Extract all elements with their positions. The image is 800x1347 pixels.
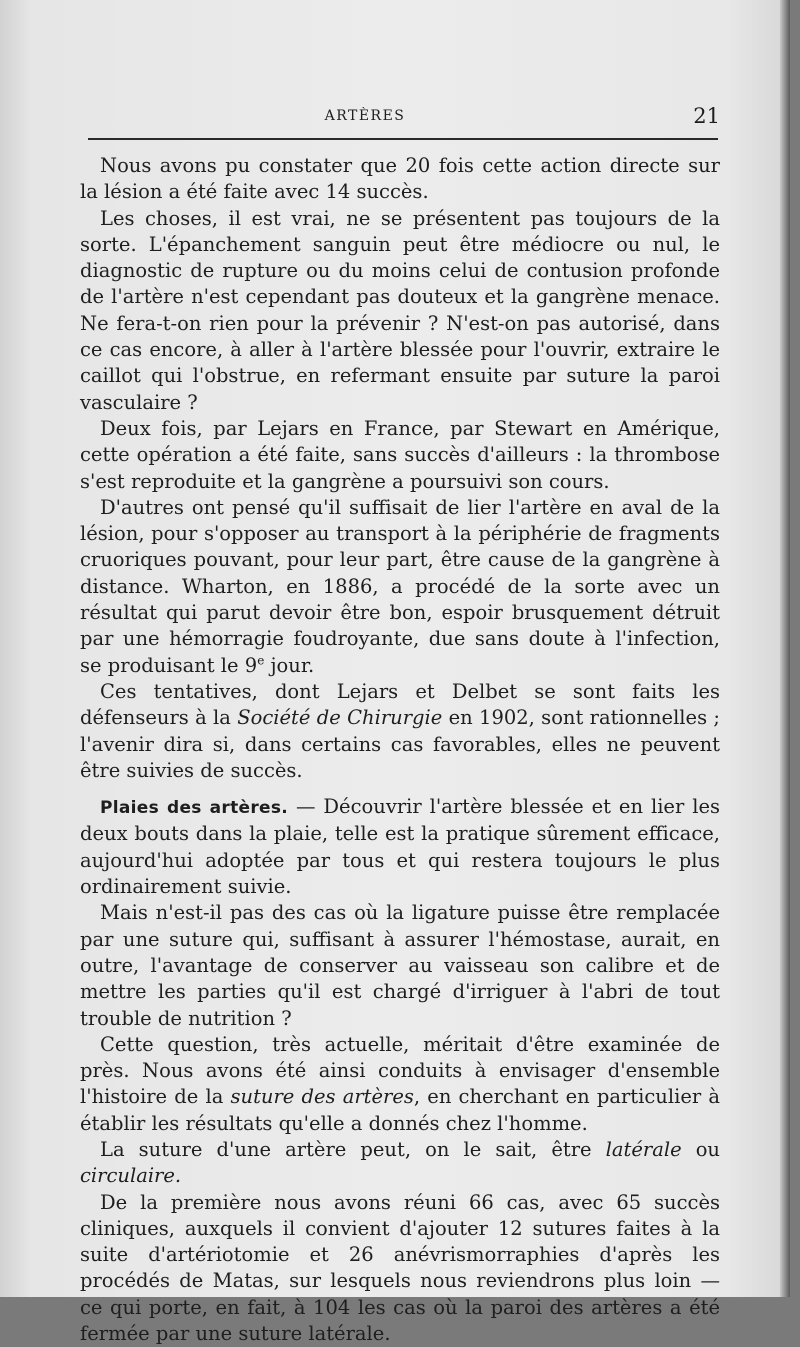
body-text (80, 153, 720, 1347)
page-edge-shadow (780, 0, 790, 1297)
paragraph-6-text: — Découvrir l'artère blessée et en lier les deux bouts dans la plaie, telle est la pratique sûrement efficace, aujourd'hui adoptée par tous et qui restera toujours le plus ordinairement suivie. (80, 795, 721, 899)
page-number: 21 (693, 104, 720, 128)
header-rule (88, 138, 718, 140)
paragraph-5-text: Ces tentatives, dont Lejars et Delbet se sont faits les défenseurs à la (80, 679, 720, 730)
paragraph-8 (80, 1032, 720, 1137)
paragraph-8-end: , en cherchant en particulier à établir les résultats qu'elle a donnés chez l'homme. (80, 1085, 720, 1135)
paragraph-3: Deux fois, par Lejars en France, par Stewart en Amérique, cette opération a été faite, sans succès d'ailleurs : la thrombose s'est reproduite et la gangrène a poursuivi son cours. (80, 416, 720, 493)
paragraph-9 (80, 1137, 720, 1190)
paragraph-4-end: jour. (264, 653, 315, 677)
italic-suture-term: suture des artères (230, 1085, 414, 1109)
italic-circulaire: circulaire. (80, 1164, 182, 1188)
paragraph-10: De la première nous avons réuni 66 cas, avec 65 succès cliniques, auxquels il convient d'ajouter 12 sutures faites à la suite d'artériotomie et 26 anévrismorraphies d'après les procédés de Matas, sur lesquels nous reviendrons plus loin — ce qui porte, en fait, à 104 les cas où la paroi des artères a été fermée par une suture latérale. (80, 1190, 720, 1346)
page-header (85, 104, 720, 134)
paragraph-9-middle: ou (681, 1137, 720, 1161)
italic-laterale: latérale (605, 1137, 682, 1161)
ordinal-superscript: e (257, 653, 265, 668)
paragraph-2: Les choses, il est vrai, ne se présentent pas toujours de la sorte. L'épanchement sanguin peut être médiocre ou nul, le diagnostic de rupture ou du moins celui de contusion profonde de l'artère n'est cependant pas douteux et la gangrène menace. Ne fera-t-on rien pour la prévenir ? N'est-on pas autorisé, dans ce cas encore, à aller à l'artère blessée pour l'ouvrir, extraire le caillot qui l'obstrue, en refermant ensuite par suture la paroi vasculaire ? (80, 206, 720, 414)
section-title: Plaies des artères. (100, 798, 289, 819)
running-title: ARTÈRES (324, 108, 406, 124)
paragraph-5-end: en 1902, sont rationnelles ; l'avenir dira si, dans certains cas favorables, elles ne peuvent être suivies de succès. (80, 706, 720, 782)
paragraph-5 (80, 679, 720, 784)
paragraph-7: Mais n'est-il pas des cas où la ligature puisse être remplacée par une suture qui, suffisant à assurer l'hémostase, aurait, en outre, l'avantage de conserver au vaisseau son calibre et de mettre les parties qu'il est chargé d'irriguer à l'abri de tout trouble de nutrition ? (80, 901, 720, 1030)
paragraph-1: Nous avons pu constater que 20 fois cette action directe sur la lésion a été faite avec 14 succès. (80, 154, 720, 204)
paragraph-6 (80, 794, 720, 900)
italic-society-name: Société de Chirurgie (237, 706, 443, 730)
paragraph-4-text: D'autres ont pensé qu'il suffisait de lier l'artère en aval de la lésion, pour s'opposer au transport à la périphérie de fragments cruoriques pouvant, pour leur part, être cause de la gangrène à distance. Wharton, en 1886, a procédé de la sorte avec un résultat qui parut devoir être bon, espoir brusquement détruit par une hémorragie foudroyante, due sans doute à l'infection, se produisant le 9 (80, 495, 720, 677)
paragraph-8-text: Cette question, très actuelle, méritait d'être examinée de près. Nous avons été ainsi conduits à envisager d'ensemble l'histoire de la (80, 1032, 720, 1109)
paragraph-4 (80, 495, 720, 679)
paragraph-9-text: La suture d'une artère peut, on le sait, être (100, 1137, 606, 1161)
